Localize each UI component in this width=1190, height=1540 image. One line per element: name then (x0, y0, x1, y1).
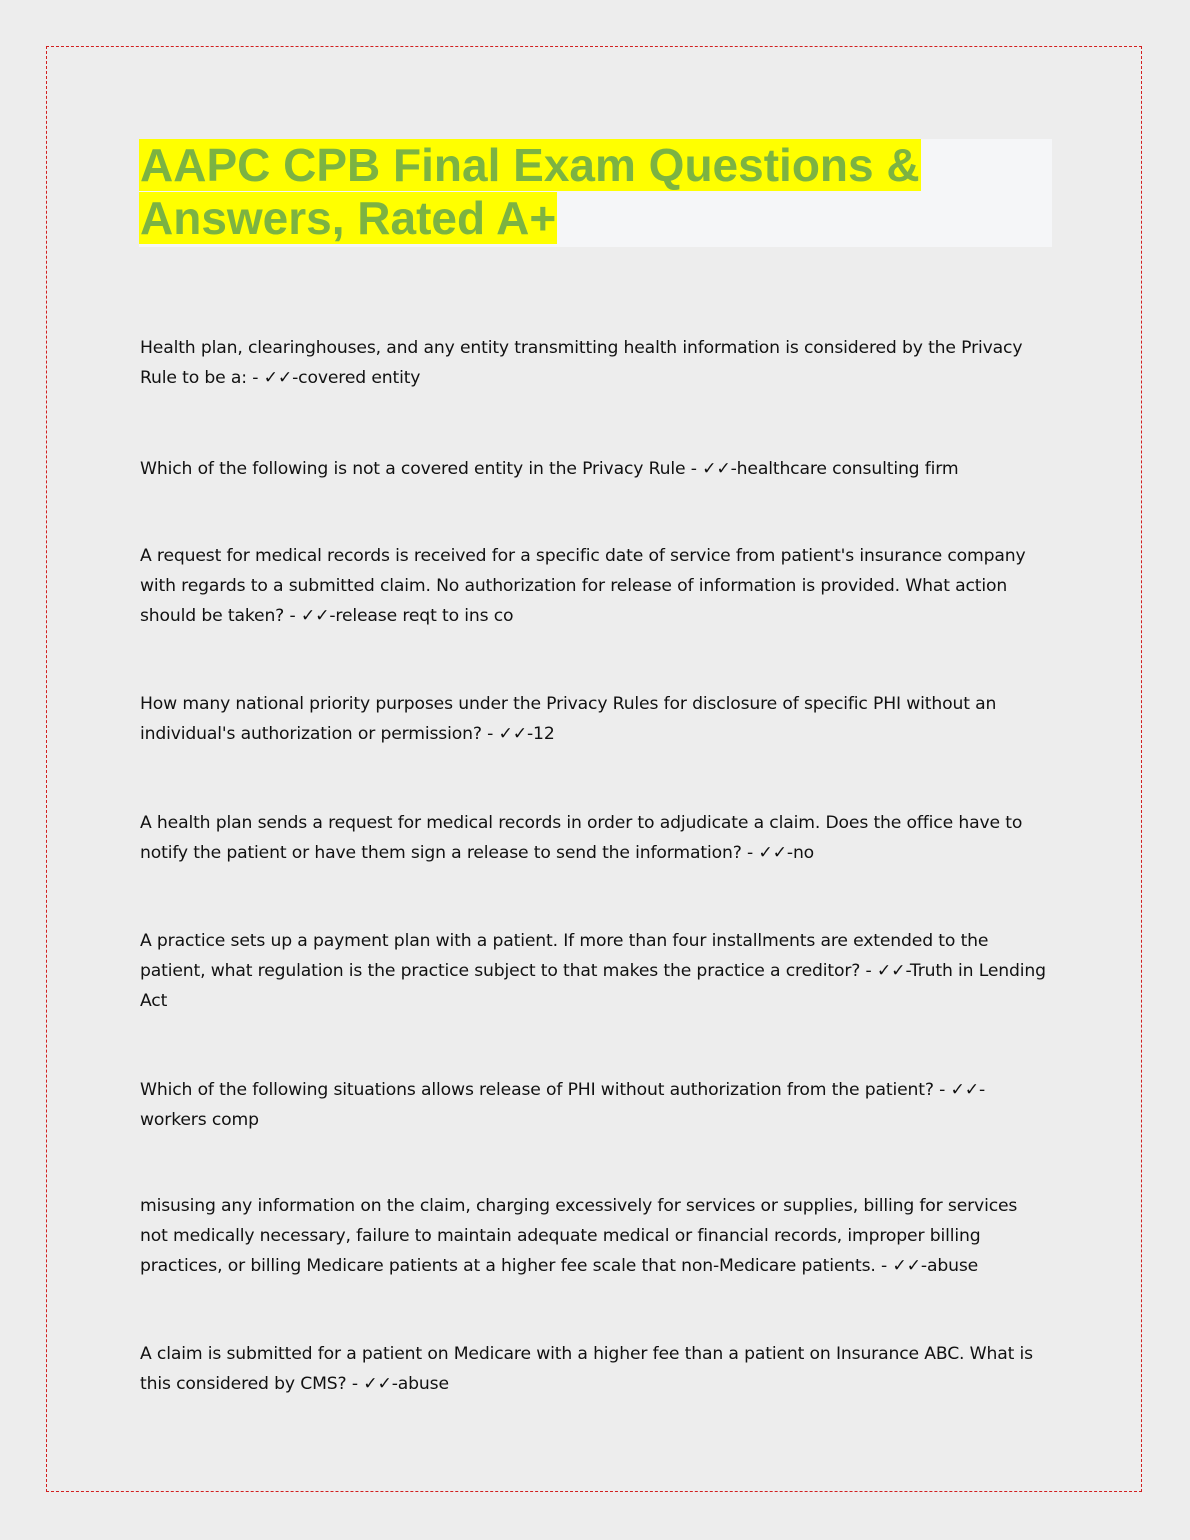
qa-item: Health plan, clearinghouses, and any entity transmitting health information is considered by the Privacy Rule to be a: - ✓✓-covered entity (140, 338, 1023, 388)
title-block (139, 139, 1052, 247)
double-check-icon: ✓✓ (498, 724, 527, 744)
double-check-icon: ✓✓ (758, 843, 787, 863)
document-title (139, 139, 1052, 245)
title-line-1: AAPC CPB Final Exam Questions & (140, 139, 920, 191)
qa-item: Which of the following situations allows release of PHI without authorization from the patient? - ✓✓-workers comp (140, 1080, 986, 1130)
answer-text: -release reqt to ins co (329, 606, 514, 626)
qa-item: A request for medical records is received for a specific date of service from patient's insurance company with regards to a submitted claim. No authorization for release of information is provided. What action should be taken? - ✓✓-release reqt to ins co (140, 546, 1026, 626)
answer-text: -workers comp (140, 1080, 986, 1130)
qa-item: A practice sets up a payment plan with a patient. If more than four installments are extended to the patient, what regulation is the practice subject to that makes the practice a creditor? - ✓✓-Truth in Lending Act (140, 931, 1046, 1011)
double-check-icon: ✓✓ (950, 1080, 980, 1100)
answer-text: -abuse (920, 1256, 979, 1276)
qa-item: How many national priority purposes under the Privacy Rules for disclosure of specific PHI without an individual's authorization or permission? - ✓✓-12 (140, 694, 997, 744)
answer-text: -covered entity (292, 368, 421, 388)
question-text: A practice sets up a payment plan with a patient. If more than four installments are extended to the patient, what regulation is the practice subject to that makes the practice a creditor? (140, 931, 989, 981)
question-text: How many national priority purposes under the Privacy Rules for disclosure of specific PHI without an individual's authorization or permission? (140, 694, 997, 744)
double-check-icon: ✓✓ (263, 368, 293, 388)
question-text: Which of the following is not a covered entity in the Privacy Rule (140, 459, 686, 479)
question-text: A health plan sends a request for medical records in order to adjudicate a claim. Does the office have to notify the patient or have them sign a release to send the information? (140, 813, 1023, 863)
question-text: Which of the following situations allows release of PHI without authorization from the patient? (140, 1080, 934, 1100)
double-check-icon: ✓✓ (300, 606, 330, 626)
double-check-icon: ✓✓ (892, 1256, 921, 1276)
answer-text: -healthcare consulting firm (730, 459, 959, 479)
question-text: A claim is submitted for a patient on Medicare with a higher fee than a patient on Insurance ABC. What is this considered by CMS? (140, 1344, 1033, 1394)
question-text: misusing any information on the claim, charging excessively for services or supplies, billing for services not medically necessary, failure to maintain adequate medical or financial records, improper billing practices, or billing Medicare patients at a higher fee scale that non-Medicare patients. (140, 1196, 1018, 1276)
qa-item: misusing any information on the claim, charging excessively for services or supplies, billing for services not medically necessary, failure to maintain adequate medical or financial records, improper billing practices, or billing Medicare patients at a higher fee scale that non-Medicare patients. - ✓✓-abuse (140, 1196, 1018, 1276)
qa-item: A health plan sends a request for medical records in order to adjudicate a claim. Does the office have to notify the patient or have them sign a release to send the information? - ✓✓-no (140, 813, 1023, 863)
double-check-icon: ✓✓ (363, 1374, 392, 1394)
answer-text: -abuse (391, 1374, 449, 1394)
question-text: Health plan, clearinghouses, and any entity transmitting health information is considered by the Privacy Rule to be a: (140, 338, 1023, 388)
title-line-2: Answers, Rated A+ (140, 192, 557, 244)
answer-text: -12 (527, 724, 555, 744)
qa-item: A claim is submitted for a patient on Medicare with a higher fee than a patient on Insurance ABC. What is this considered by CMS? - ✓✓-abuse (140, 1344, 1033, 1394)
double-check-icon: ✓✓ (876, 961, 906, 981)
answer-text: -Truth in Lending Act (140, 961, 1046, 1011)
question-text: A request for medical records is received for a specific date of service from patient's insurance company with regards to a submitted claim. No authorization for release of information is provided. What action should be taken? (140, 546, 1026, 626)
double-check-icon: ✓✓ (702, 459, 731, 479)
answer-text: -no (786, 843, 815, 863)
qa-item: Which of the following is not a covered entity in the Privacy Rule - ✓✓-healthcare consulting firm (140, 459, 959, 479)
